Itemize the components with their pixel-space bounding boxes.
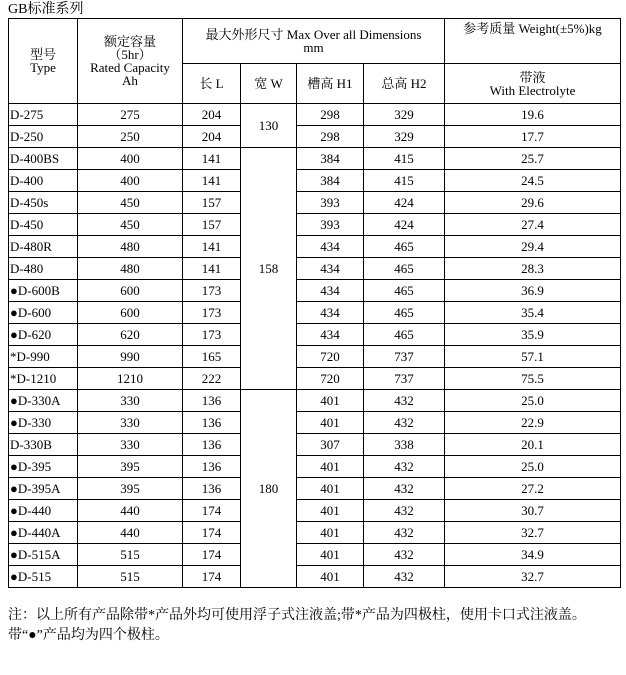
weight-cell: 28.3 — [445, 258, 621, 280]
electrolyte-header — [445, 64, 621, 104]
total-height-cell: 432 — [364, 412, 445, 434]
trough-height-cell: 401 — [297, 566, 364, 588]
length-header: 长 L — [183, 64, 241, 104]
trough-height-cell: 298 — [297, 104, 364, 126]
weight-cell: 35.9 — [445, 324, 621, 346]
type-cell: D-400 — [9, 170, 78, 192]
capacity-cell: 990 — [78, 346, 183, 368]
dimensions-header — [183, 19, 445, 64]
trough-height-cell: 401 — [297, 544, 364, 566]
table-row — [9, 302, 621, 324]
trough-height-header: 槽高 H1 — [297, 64, 364, 104]
capacity-cell: 600 — [78, 280, 183, 302]
type-cell: D-480R — [9, 236, 78, 258]
length-cell: 141 — [183, 258, 241, 280]
type-cell: D-250 — [9, 126, 78, 148]
table-row — [9, 324, 621, 346]
capacity-cell: 250 — [78, 126, 183, 148]
weight-cell: 57.1 — [445, 346, 621, 368]
weight-cell: 22.9 — [445, 412, 621, 434]
type-cell: ●D-395A — [9, 478, 78, 500]
dimensions-header-label: 最大外形尺寸 Max Over all Dimensions — [205, 27, 422, 42]
trough-height-cell: 401 — [297, 500, 364, 522]
length-cell: 136 — [183, 434, 241, 456]
total-height-cell: 329 — [364, 126, 445, 148]
total-height-cell: 415 — [364, 170, 445, 192]
table-row — [9, 192, 621, 214]
capacity-cell: 330 — [78, 434, 183, 456]
type-header-en: Type — [30, 60, 56, 75]
capacity-header — [78, 19, 183, 104]
capacity-cell: 1210 — [78, 368, 183, 390]
spec-table — [8, 18, 621, 588]
type-header-cn: 型号 — [29, 47, 56, 62]
width-cell: 180 — [241, 390, 297, 588]
dimensions-header-unit: mm — [303, 40, 324, 55]
total-height-cell: 465 — [364, 302, 445, 324]
trough-height-cell: 401 — [297, 522, 364, 544]
footnote-line: 带“●”产品均为四个极柱。 — [8, 628, 169, 643]
length-cell: 173 — [183, 302, 241, 324]
length-cell: 174 — [183, 544, 241, 566]
type-cell: ●D-515A — [9, 544, 78, 566]
total-height-cell: 465 — [364, 280, 445, 302]
type-cell: D-275 — [9, 104, 78, 126]
table-row — [9, 214, 621, 236]
table-row — [9, 258, 621, 280]
capacity-cell: 275 — [78, 104, 183, 126]
capacity-cell: 440 — [78, 522, 183, 544]
type-cell: ●D-330 — [9, 412, 78, 434]
trough-height-cell: 384 — [297, 148, 364, 170]
table-row — [9, 170, 621, 192]
capacity-cell: 515 — [78, 566, 183, 588]
length-cell: 157 — [183, 192, 241, 214]
total-height-cell: 432 — [364, 544, 445, 566]
length-cell: 173 — [183, 324, 241, 346]
length-cell: 165 — [183, 346, 241, 368]
type-cell: ●D-440 — [9, 500, 78, 522]
capacity-cell: 395 — [78, 456, 183, 478]
capacity-cell: 400 — [78, 170, 183, 192]
total-height-cell: 432 — [364, 566, 445, 588]
table-row — [9, 434, 621, 456]
table-row — [9, 456, 621, 478]
table-row — [9, 544, 621, 566]
spec-table-body — [9, 104, 621, 588]
footnote-line: 注：以上所有产品除带*产品外均可使用浮子式注液盖;带*产品为四极柱，使用卡口式注液盖。 — [8, 608, 586, 623]
trough-height-cell: 393 — [297, 192, 364, 214]
weight-cell: 29.4 — [445, 236, 621, 258]
trough-height-cell: 401 — [297, 478, 364, 500]
total-height-cell: 465 — [364, 258, 445, 280]
weight-cell: 30.7 — [445, 500, 621, 522]
length-cell: 174 — [183, 566, 241, 588]
length-cell: 174 — [183, 522, 241, 544]
weight-cell: 29.6 — [445, 192, 621, 214]
weight-cell: 32.7 — [445, 522, 621, 544]
width-cell: 158 — [241, 148, 297, 390]
capacity-cell: 600 — [78, 302, 183, 324]
capacity-cell: 330 — [78, 390, 183, 412]
total-height-cell: 432 — [364, 456, 445, 478]
weight-cell: 27.4 — [445, 214, 621, 236]
table-row — [9, 478, 621, 500]
footnote — [8, 606, 622, 646]
table-row — [9, 500, 621, 522]
weight-cell: 24.5 — [445, 170, 621, 192]
capacity-cell: 480 — [78, 236, 183, 258]
total-height-cell: 465 — [364, 236, 445, 258]
type-header — [9, 19, 78, 104]
weight-cell: 19.6 — [445, 104, 621, 126]
weight-header: 参考质量 Weight(±5%)kg — [445, 19, 621, 64]
length-cell: 173 — [183, 280, 241, 302]
length-cell: 204 — [183, 104, 241, 126]
trough-height-cell: 384 — [297, 170, 364, 192]
total-height-cell: 338 — [364, 434, 445, 456]
weight-cell: 25.0 — [445, 390, 621, 412]
capacity-header-cn: 额定容量 — [103, 34, 156, 49]
table-row — [9, 148, 621, 170]
capacity-header-hr: （5hr） — [108, 47, 152, 62]
table-row — [9, 126, 621, 148]
total-height-cell: 424 — [364, 192, 445, 214]
capacity-cell: 395 — [78, 478, 183, 500]
trough-height-cell: 307 — [297, 434, 364, 456]
length-cell: 174 — [183, 500, 241, 522]
total-height-cell: 424 — [364, 214, 445, 236]
weight-cell: 25.7 — [445, 148, 621, 170]
type-cell: ●D-395 — [9, 456, 78, 478]
trough-height-cell: 401 — [297, 456, 364, 478]
total-height-cell: 329 — [364, 104, 445, 126]
table-row — [9, 104, 621, 126]
length-cell: 136 — [183, 412, 241, 434]
type-cell: D-480 — [9, 258, 78, 280]
weight-cell: 36.9 — [445, 280, 621, 302]
type-cell: *D-990 — [9, 346, 78, 368]
capacity-header-en: Rated Capacity — [90, 60, 170, 75]
length-cell: 204 — [183, 126, 241, 148]
type-cell: D-450s — [9, 192, 78, 214]
capacity-cell: 480 — [78, 258, 183, 280]
type-cell: D-400BS — [9, 148, 78, 170]
weight-cell: 35.4 — [445, 302, 621, 324]
capacity-header-unit: Ah — [122, 73, 138, 88]
type-cell: ●D-600 — [9, 302, 78, 324]
trough-height-cell: 434 — [297, 324, 364, 346]
length-cell: 222 — [183, 368, 241, 390]
total-height-cell: 465 — [364, 324, 445, 346]
length-cell: 141 — [183, 148, 241, 170]
total-height-cell: 432 — [364, 522, 445, 544]
page-title: GB标准系列 — [8, 2, 84, 17]
capacity-cell: 515 — [78, 544, 183, 566]
capacity-cell: 450 — [78, 192, 183, 214]
table-row — [9, 368, 621, 390]
total-height-cell: 432 — [364, 478, 445, 500]
width-cell: 130 — [241, 104, 297, 148]
trough-height-cell: 720 — [297, 368, 364, 390]
weight-cell: 20.1 — [445, 434, 621, 456]
type-cell: *D-1210 — [9, 368, 78, 390]
trough-height-cell: 401 — [297, 412, 364, 434]
total-height-cell: 737 — [364, 368, 445, 390]
type-cell: ●D-330A — [9, 390, 78, 412]
weight-cell: 17.7 — [445, 126, 621, 148]
type-cell: ●D-515 — [9, 566, 78, 588]
capacity-cell: 400 — [78, 148, 183, 170]
capacity-cell: 450 — [78, 214, 183, 236]
table-row — [9, 390, 621, 412]
trough-height-cell: 393 — [297, 214, 364, 236]
table-row — [9, 522, 621, 544]
length-cell: 141 — [183, 236, 241, 258]
length-cell: 136 — [183, 456, 241, 478]
type-cell: D-450 — [9, 214, 78, 236]
trough-height-cell: 298 — [297, 126, 364, 148]
capacity-cell: 620 — [78, 324, 183, 346]
length-cell: 136 — [183, 390, 241, 412]
table-row — [9, 280, 621, 302]
electrolyte-header-cn: 带液 — [519, 69, 546, 85]
trough-height-cell: 434 — [297, 302, 364, 324]
type-cell: ●D-620 — [9, 324, 78, 346]
table-row — [9, 566, 621, 588]
capacity-cell: 440 — [78, 500, 183, 522]
type-cell: D-330B — [9, 434, 78, 456]
trough-height-cell: 401 — [297, 390, 364, 412]
length-cell: 136 — [183, 478, 241, 500]
capacity-cell: 330 — [78, 412, 183, 434]
trough-height-cell: 434 — [297, 280, 364, 302]
table-row — [9, 412, 621, 434]
table-row — [9, 236, 621, 258]
total-height-cell: 737 — [364, 346, 445, 368]
electrolyte-header-en: With Electrolyte — [489, 82, 576, 98]
weight-cell: 25.0 — [445, 456, 621, 478]
width-header: 宽 W — [241, 64, 297, 104]
trough-height-cell: 434 — [297, 258, 364, 280]
weight-cell: 75.5 — [445, 368, 621, 390]
type-cell: ●D-440A — [9, 522, 78, 544]
total-height-cell: 432 — [364, 500, 445, 522]
weight-cell: 27.2 — [445, 478, 621, 500]
table-row — [9, 346, 621, 368]
total-height-cell: 432 — [364, 390, 445, 412]
weight-cell: 32.7 — [445, 566, 621, 588]
trough-height-cell: 434 — [297, 236, 364, 258]
total-height-cell: 415 — [364, 148, 445, 170]
total-height-header: 总高 H2 — [364, 64, 445, 104]
length-cell: 141 — [183, 170, 241, 192]
type-cell: ●D-600B — [9, 280, 78, 302]
weight-cell: 34.9 — [445, 544, 621, 566]
trough-height-cell: 720 — [297, 346, 364, 368]
length-cell: 157 — [183, 214, 241, 236]
